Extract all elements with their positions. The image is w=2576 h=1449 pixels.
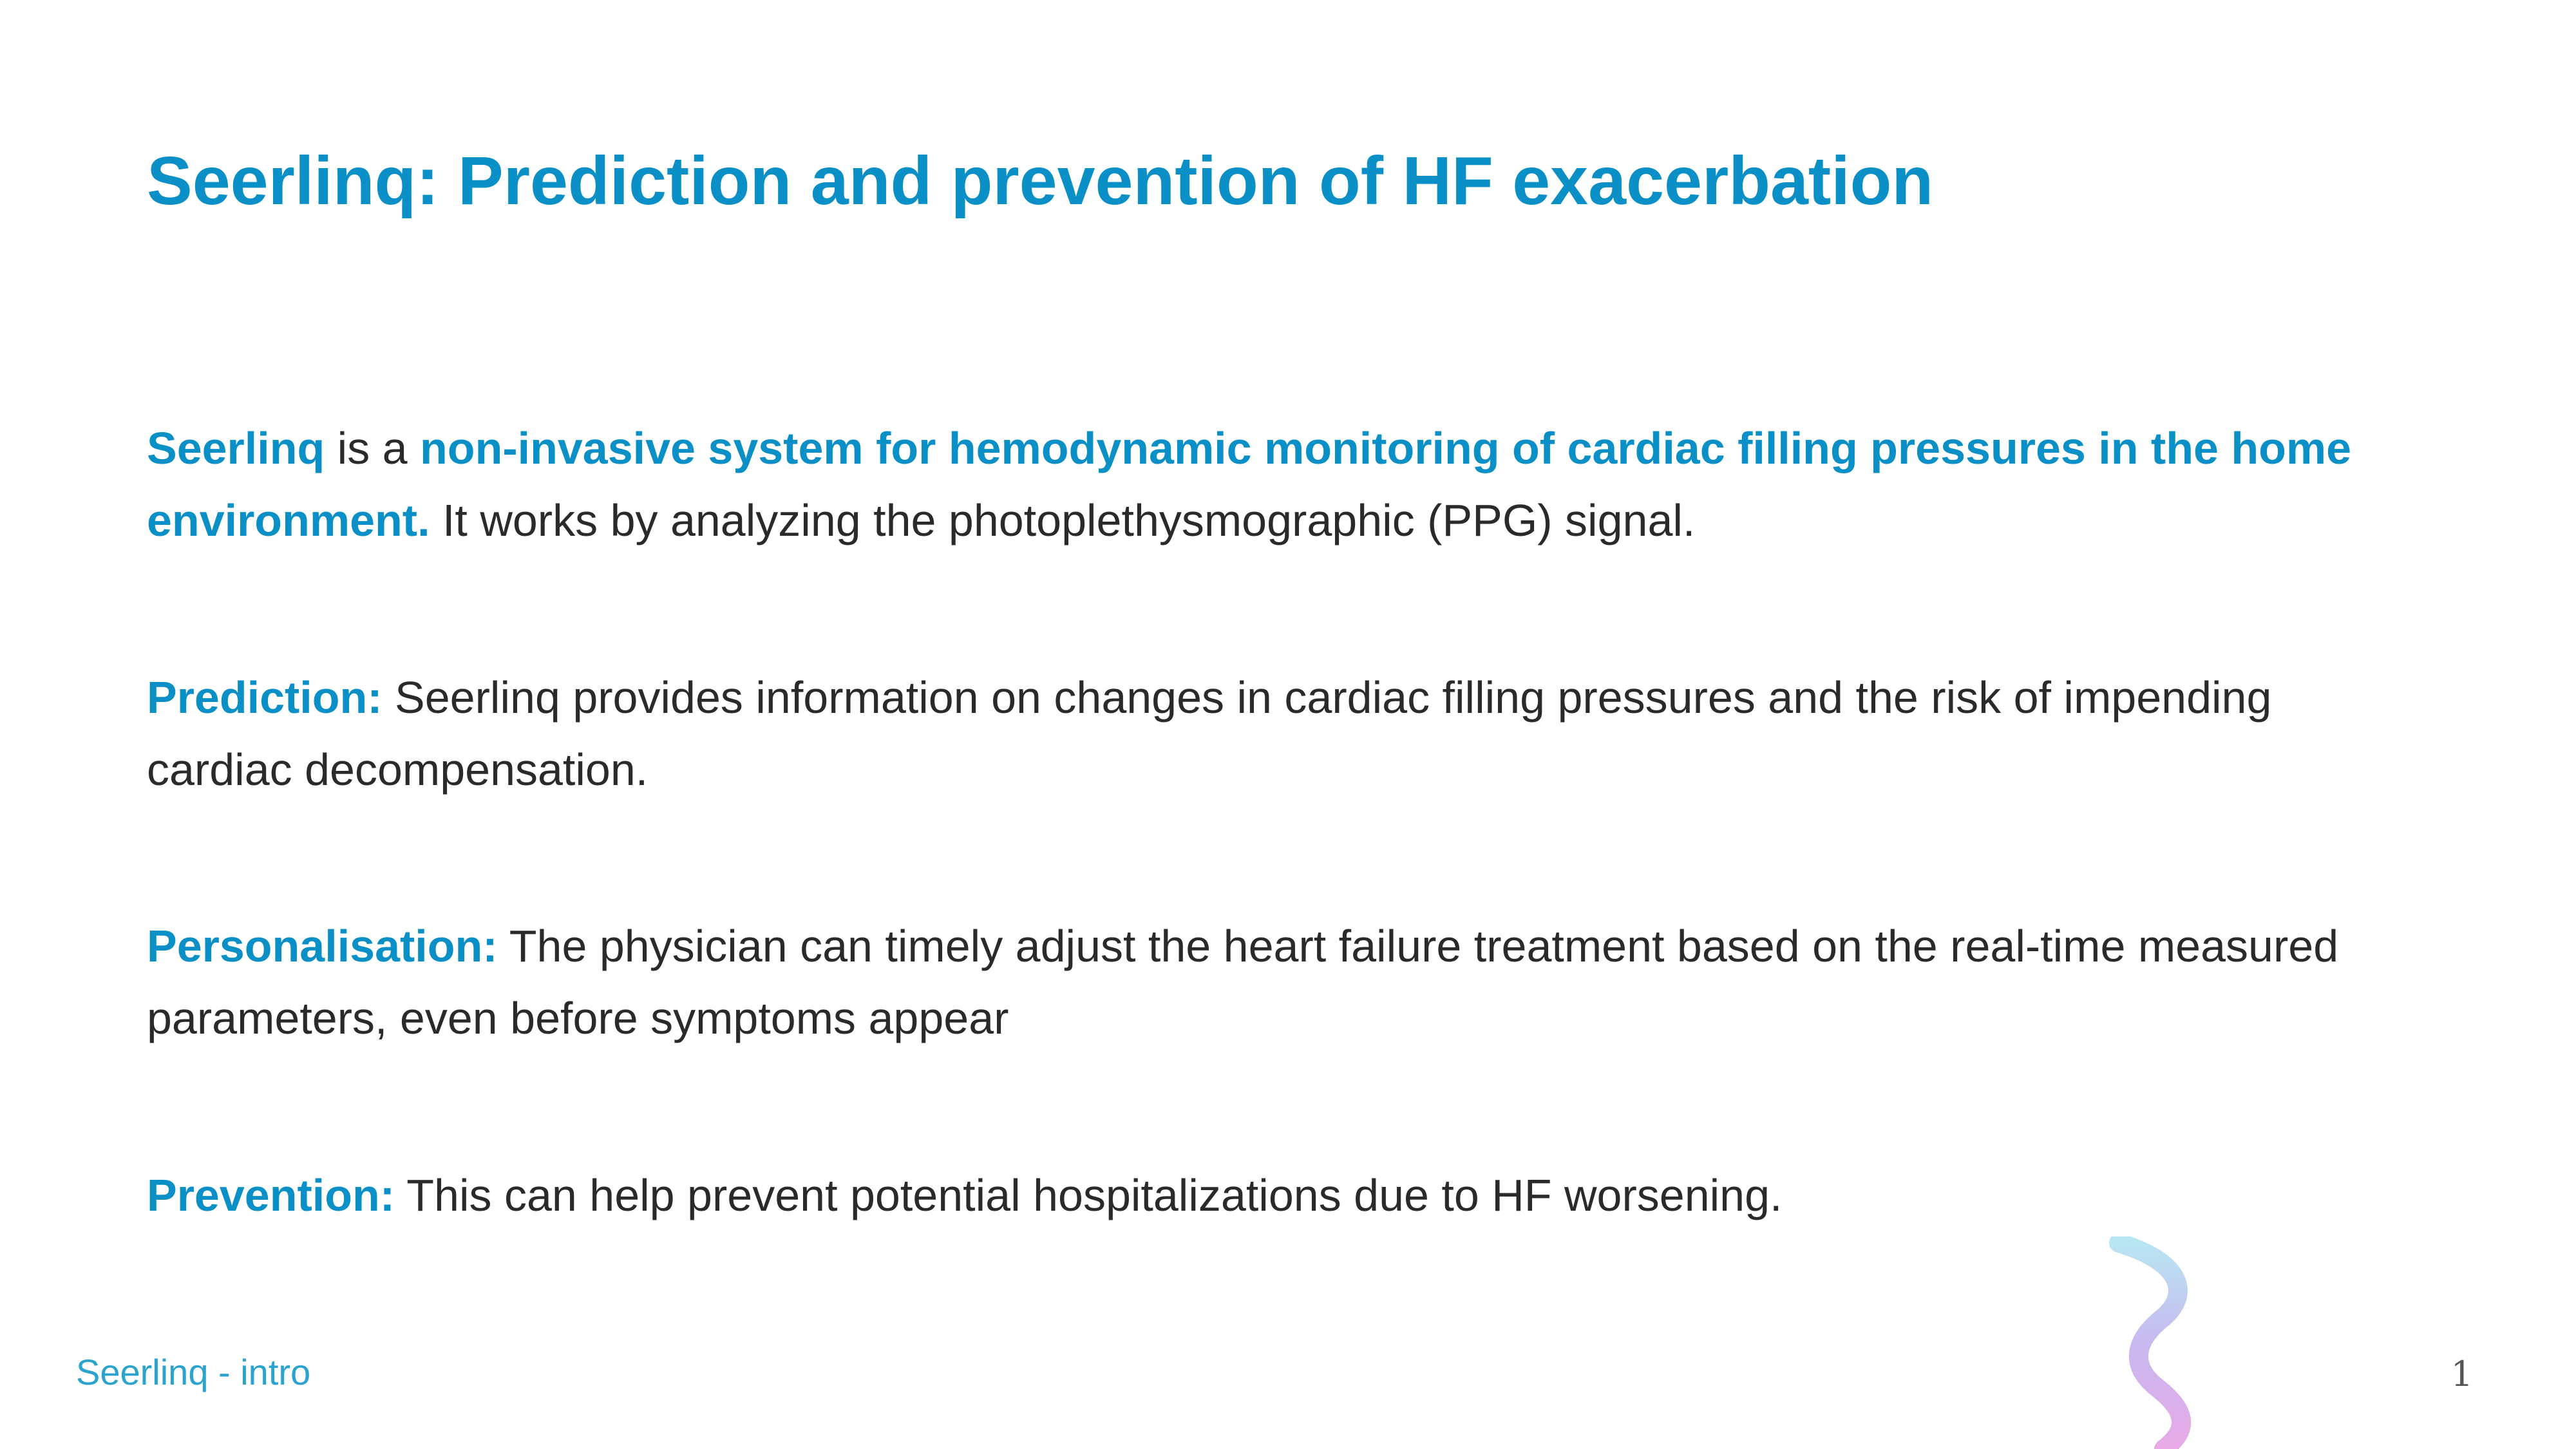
wave-logo-icon [2087,1236,2241,1449]
personalisation-text: The physician can timely adjust the heart failure treatment based on the real-time measured parameters, even before symptoms appear [147,921,2339,1043]
prediction-text: Seerlinq provides information on changes in cardiac filling pressures and the risk of impending cardiac decompensation. [147,672,2272,795]
prevention-paragraph [147,1159,2427,1231]
page-number: 1 [2450,1354,2473,1394]
prevention-label: Prevention: [147,1170,395,1220]
intro-highlight: non-invasive system for hemodynamic monitoring of cardiac filling pressures in the home environment. [147,423,2352,545]
prediction-paragraph [147,661,2427,806]
prevention-text: This can help prevent potential hospitalizations due to HF worsening. [395,1170,1783,1220]
intro-text-connector: is a [325,423,421,473]
personalisation-label: Personalisation: [147,921,498,971]
slide-title: Seerlinq: Prediction and prevention of HF exacerbation [147,143,1934,219]
footer-label: Seerlinq - intro [76,1352,311,1392]
brand-name: Seerlinq [147,423,325,473]
prediction-label: Prediction: [147,672,383,723]
personalisation-paragraph [147,910,2427,1054]
intro-text-rest: It works by analyzing the photoplethysmographic (PPG) signal. [430,495,1696,545]
intro-paragraph [147,412,2427,556]
